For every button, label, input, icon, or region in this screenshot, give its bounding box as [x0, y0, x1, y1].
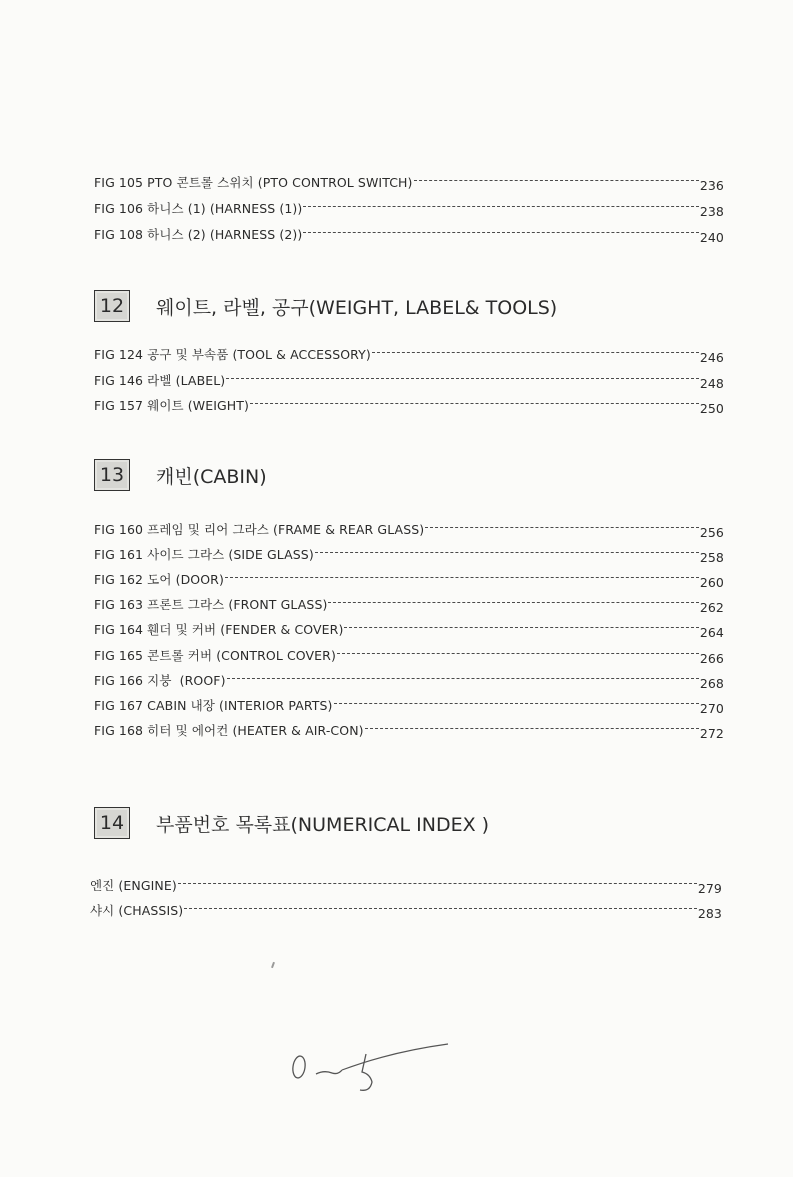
- toc-entry: [90, 875, 722, 896]
- dotted-leader: [225, 577, 699, 578]
- section-title: 캐빈(CABIN): [156, 465, 267, 488]
- toc-entry-page: 258: [699, 550, 724, 565]
- section-heading-13: [94, 458, 267, 492]
- toc-entry: [94, 344, 724, 365]
- handwritten-signature: [280, 1030, 460, 1100]
- dotted-leader: [226, 378, 699, 379]
- dotted-leader: [344, 627, 698, 628]
- toc-entry-label: FIG 168 히터 및 에어컨 (HEATER & AIR-CON): [94, 723, 364, 738]
- dotted-leader: [184, 908, 697, 909]
- toc-entry-label: 엔진 (ENGINE): [90, 878, 177, 893]
- toc-entry: [94, 395, 724, 416]
- dotted-leader: [328, 602, 698, 603]
- toc-entry: [94, 720, 724, 741]
- toc-entry-label: FIG 166 지붕 (ROOF): [94, 673, 226, 688]
- toc-entry-page: 272: [699, 726, 724, 741]
- toc-entry-label: FIG 161 사이드 그라스 (SIDE GLASS): [94, 547, 314, 562]
- toc-entry-page: 268: [699, 676, 724, 691]
- dotted-leader: [425, 527, 699, 528]
- dotted-leader: [337, 653, 699, 654]
- dotted-leader: [178, 883, 697, 884]
- toc-entry: [94, 569, 724, 590]
- toc-entry: [94, 645, 724, 666]
- section-number-box: 14: [94, 807, 130, 839]
- section-title: 웨이트, 라벨, 공구(WEIGHT, LABEL& TOOLS): [156, 296, 558, 319]
- toc-entry-label: FIG 157 웨이트 (WEIGHT): [94, 398, 249, 413]
- toc-entry-page: 250: [699, 401, 724, 416]
- toc-entry-page: 240: [699, 230, 724, 245]
- toc-entry: [94, 519, 724, 540]
- toc-entry: [94, 695, 724, 716]
- section-heading-14: [94, 806, 489, 840]
- toc-entry: [94, 594, 724, 615]
- toc-entry-page: 264: [699, 625, 724, 640]
- toc-entry-page: 260: [699, 575, 724, 590]
- toc-entry-label: FIG 164 휀더 및 커버 (FENDER & COVER): [94, 622, 344, 637]
- ink-speck: [271, 962, 275, 968]
- toc-entry-page: 256: [699, 525, 724, 540]
- section-heading-12: [94, 289, 557, 323]
- dotted-leader: [372, 352, 699, 353]
- dotted-leader: [334, 703, 699, 704]
- toc-entry: [94, 619, 724, 640]
- dotted-leader: [303, 232, 698, 233]
- toc-entry: [94, 172, 724, 193]
- toc-entry-page: 266: [699, 651, 724, 666]
- toc-entry-page: 279: [697, 881, 722, 896]
- dotted-leader: [315, 552, 699, 553]
- dotted-leader: [365, 728, 699, 729]
- toc-entry: [94, 544, 724, 565]
- toc-entry-label: FIG 160 프레임 및 리어 그라스 (FRAME & REAR GLASS): [94, 522, 425, 537]
- toc-entry-label: 샤시 (CHASSIS): [90, 903, 184, 918]
- section-number-box: 13: [94, 459, 130, 491]
- toc-entry: [94, 670, 724, 691]
- dotted-leader: [303, 206, 698, 207]
- toc-entry-page: 248: [699, 376, 724, 391]
- toc-entry-page: 270: [699, 701, 724, 716]
- toc-entry-label: FIG 146 라벨 (LABEL): [94, 373, 226, 388]
- dotted-leader: [250, 403, 699, 404]
- toc-entry-label: FIG 106 하니스 (1) (HARNESS (1)): [94, 201, 303, 216]
- dotted-leader: [227, 678, 699, 679]
- toc-entry-label: FIG 108 하니스 (2) (HARNESS (2)): [94, 227, 303, 242]
- toc-entry: [90, 900, 722, 921]
- toc-entry-label: FIG 167 CABIN 내장 (INTERIOR PARTS): [94, 698, 333, 713]
- toc-entry-page: 238: [699, 204, 724, 219]
- toc-entry-label: FIG 162 도어 (DOOR): [94, 572, 224, 587]
- toc-entry-label: FIG 124 공구 및 부속품 (TOOL & ACCESSORY): [94, 347, 371, 362]
- toc-entry-page: 236: [699, 178, 724, 193]
- section-title: 부품번호 목록표(NUMERICAL INDEX ): [156, 813, 490, 836]
- section-number-box: 12: [94, 290, 130, 322]
- toc-entry: [94, 224, 724, 245]
- toc-entry: [94, 198, 724, 219]
- toc-entry: [94, 370, 724, 391]
- toc-entry-page: 262: [699, 600, 724, 615]
- toc-entry-page: 246: [699, 350, 724, 365]
- toc-entry-page: 283: [697, 906, 722, 921]
- dotted-leader: [414, 180, 699, 181]
- toc-entry-label: FIG 163 프론트 그라스 (FRONT GLASS): [94, 597, 328, 612]
- toc-entry-label: FIG 165 콘트롤 커버 (CONTROL COVER): [94, 648, 336, 663]
- toc-entry-label: FIG 105 PTO 콘트롤 스위치 (PTO CONTROL SWITCH): [94, 175, 413, 190]
